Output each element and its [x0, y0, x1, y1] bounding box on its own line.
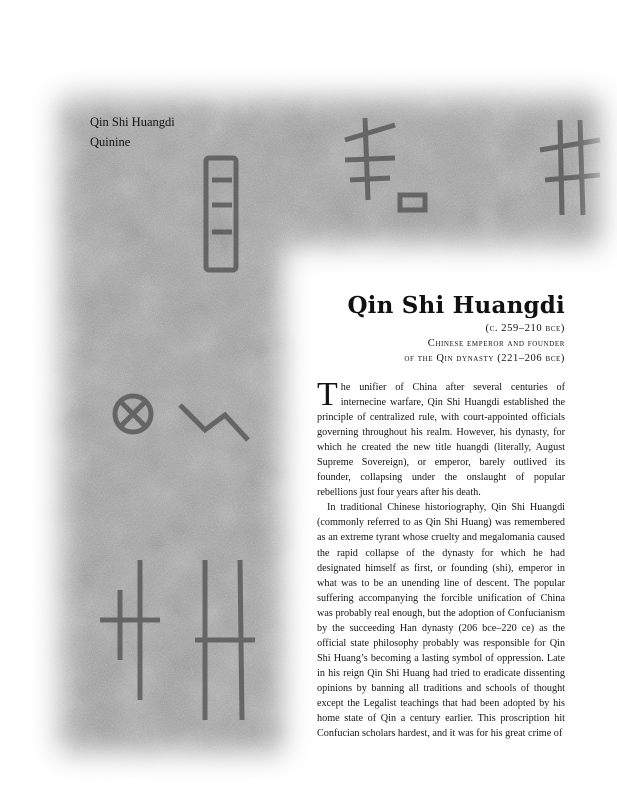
article-body	[317, 376, 565, 741]
entry-dates: (c. 259–210 bce)	[485, 323, 565, 334]
paragraph-1-text: he unifier of China after several centuries of internecine warfare, Qin Shi Huangdi established the principle of centralized rule, with court-appointed officials governing throughout his realm. However, his dynasty, for which he created the new title huangdi (literally, August Supreme Sovereign), or emperor, barely outlived its founder, collapsing under the onslaught of popular rebellions just four years after his death.	[317, 382, 565, 499]
running-head-first-entry: Qin Shi Huangdi	[90, 115, 175, 129]
entry-subtitle	[404, 321, 565, 366]
running-head-last-entry: Quinine	[90, 135, 131, 149]
paragraph-1	[317, 376, 565, 500]
entry-description-line2: of the Qin dynasty (221–206 bce)	[404, 353, 565, 364]
entry-title: Qin Shi Huangdi	[347, 292, 565, 319]
paragraph-2: In traditional Chinese historiography, Qin Shi Huangdi (commonly referred to as Qin Shi Huang) was remembered as an extreme tyrant whose cruelty and megalomania caused the rapid collapse of the dynasty for which he had designated himself as first, or founding (shi), emperor in what was to be an unending line of descent. The popular suffering accompanying the forcible unification of China was probably real enough, but the adoption of Confucianism by the succeeding Han dynasty (206 bce–220 ce) as the official state philosophy probably was responsible for Qin Shi Huang’s becoming a lasting symbol of oppression. Late in his reign Qin Shi Huang had tried to eradicate dissenting opinions by banning all traditions and schools of thought except the Legalist teachings that had been adopted by his home state of Qin a century earlier. This proscription hit Confucian scholars hardest, and it was for his great crime of	[317, 502, 565, 740]
entry-description-line1: Chinese emperor and founder	[427, 338, 565, 349]
drop-cap: T	[317, 376, 338, 413]
running-head	[90, 112, 175, 152]
